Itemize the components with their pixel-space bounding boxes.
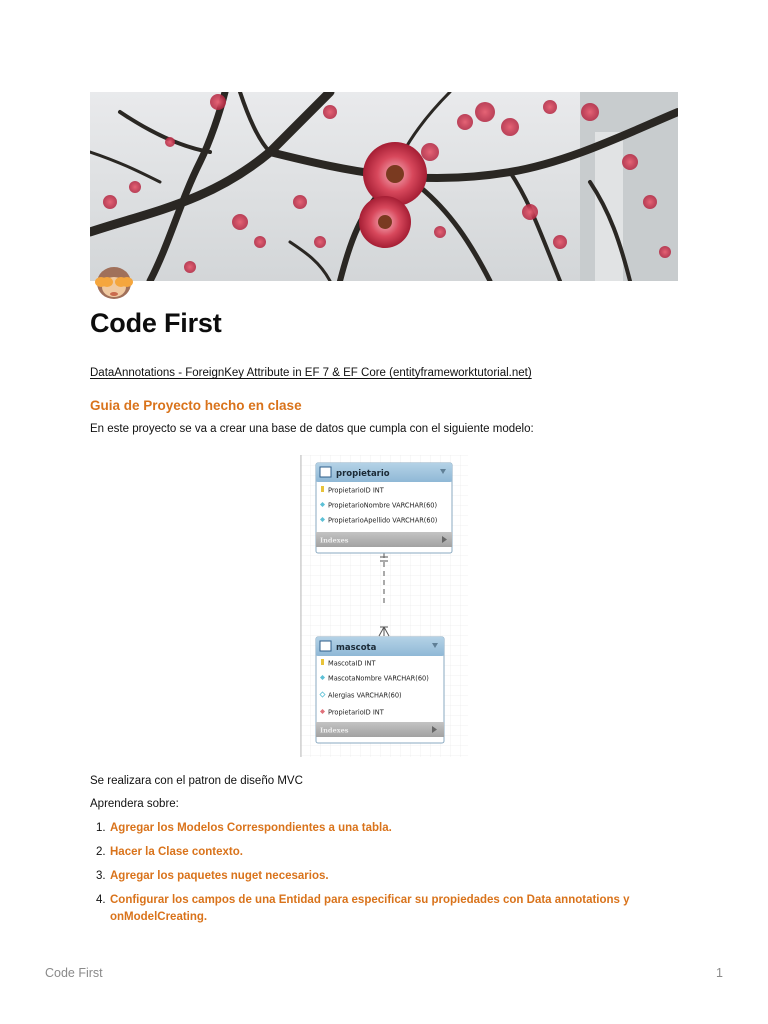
table-propietario [316,463,452,553]
step-number: 4. [96,894,106,906]
column-text: Alergias VARCHAR(60) [328,691,402,700]
reference-link[interactable]: DataAnnotations - ForeignKey Attribute in EF 7 & EF Core (entityframeworktutorial.net) [90,367,532,379]
footer-page-number: 1 [716,966,723,980]
er-diagram [300,455,468,757]
column-text: MascotaNombre VARCHAR(60) [328,674,429,683]
step-number: 1. [96,822,106,834]
key-icon [321,486,324,492]
step-link[interactable]: Agregar los Modelos Correspondientes a una tabla. [110,822,392,834]
list-item [90,868,650,885]
table-name: propietario [336,469,390,479]
step-link[interactable]: Configurar los campos de una Entidad para especificar su propiedades con Data annotations y onModelCreating. [110,894,630,923]
column-text: PropietarioID INT [328,708,384,717]
steps-list [90,820,650,933]
mvc-paragraph: Se realizara con el patron de diseño MVC [90,775,303,787]
column-text: PropietarioID INT [328,486,384,495]
list-item [90,820,650,837]
indexes-label: Indexes [320,536,349,545]
list-item [90,844,650,861]
table-name: mascota [336,643,377,653]
section-heading: Guia de Proyecto hecho en clase [90,398,302,413]
step-number: 2. [96,846,106,858]
step-link[interactable]: Agregar los paquetes nuget necesarios. [110,870,329,882]
step-number: 3. [96,870,106,882]
cover-image [90,92,678,281]
key-icon [321,659,324,665]
learn-label: Aprendera sobre: [90,798,179,810]
column-text: PropietarioNombre VARCHAR(60) [328,501,438,510]
column-text: PropietarioApellido VARCHAR(60) [328,516,438,525]
page-emoji-icon [93,263,135,301]
intro-paragraph: En este proyecto se va a crear una base de datos que cumpla con el siguiente modelo: [90,423,534,435]
page-title: Code First [90,308,222,338]
list-item [90,892,650,926]
step-link[interactable]: Hacer la Clase contexto. [110,846,243,858]
column-text: MascotaID INT [328,659,376,668]
table-mascota [316,637,444,743]
footer-title: Code First [45,966,103,980]
indexes-label: Indexes [320,726,349,735]
